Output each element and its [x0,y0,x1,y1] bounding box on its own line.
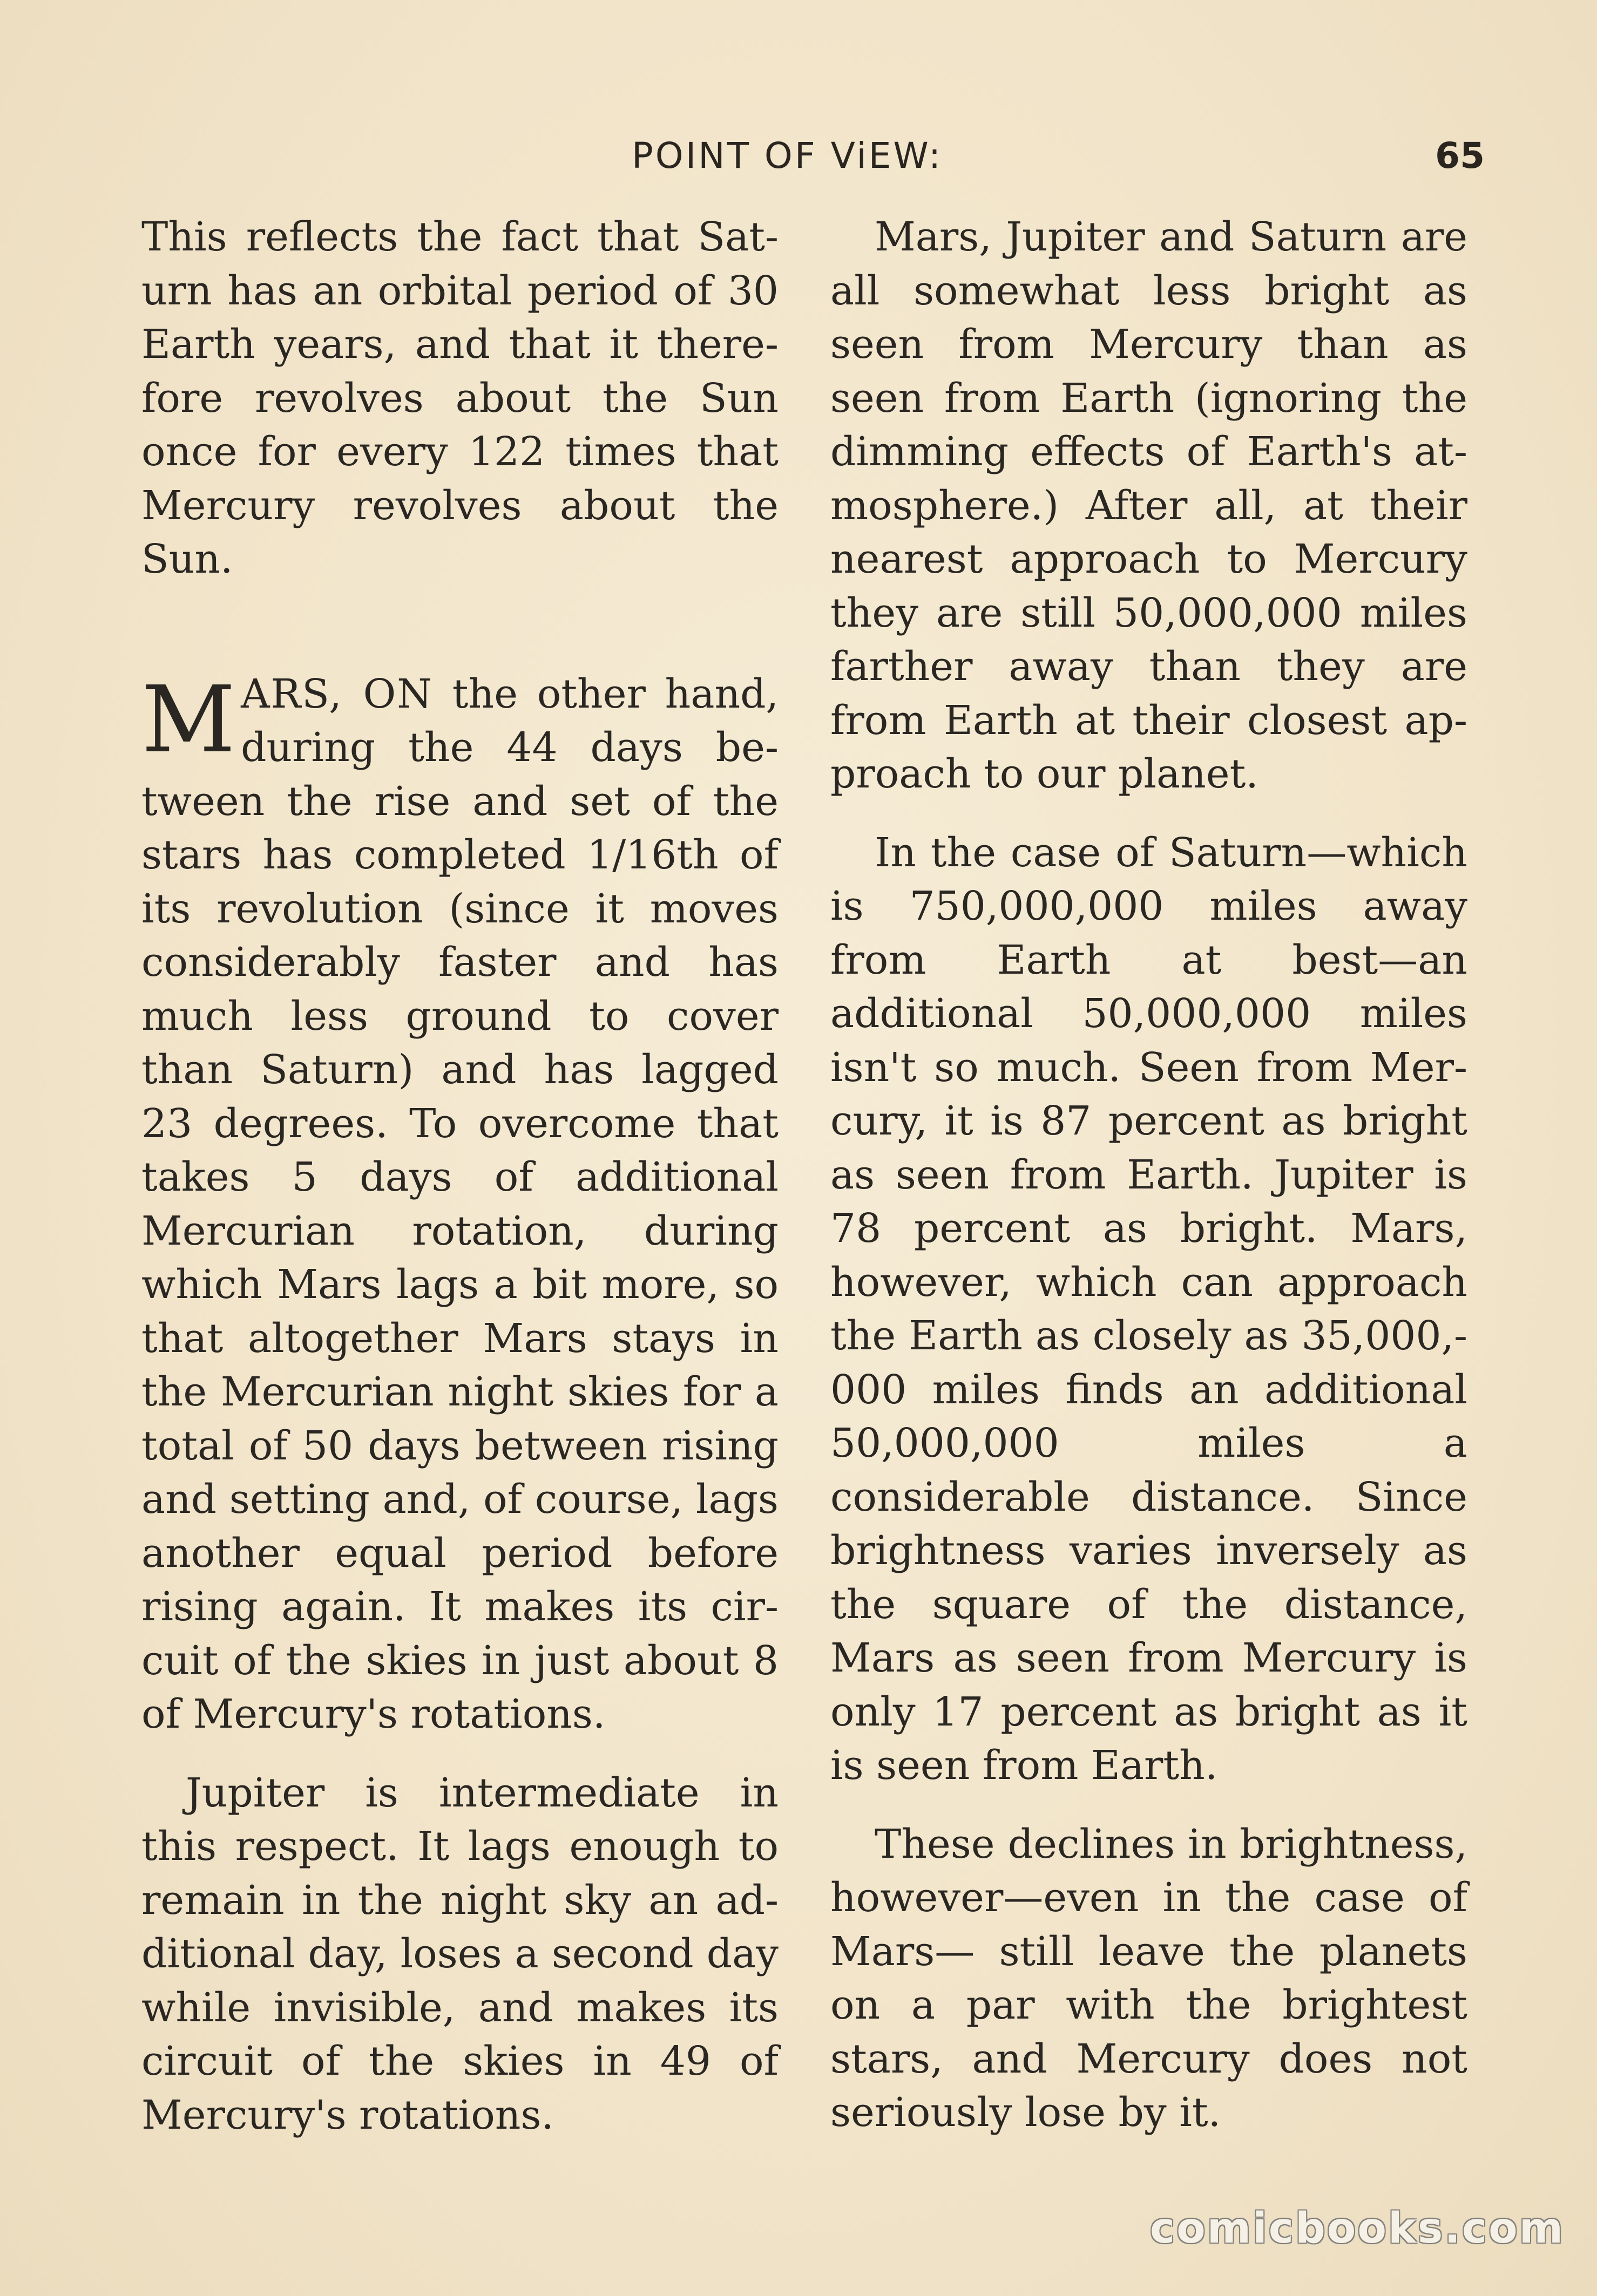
paragraph-jupiter: Jupiter is intermediate in this respect. It lags enough to remain in the night sky an additional day, loses a second day while invisible, and makes its circuit of the skies in 49 of Mercury's rotations. [141,1769,779,2138]
page-header [615,135,1485,194]
right-column [830,210,1467,2165]
paragraph-mars [141,668,779,1742]
drop-cap-lead: ARS, ON [241,670,434,717]
page-number: 65 [1435,135,1485,176]
drop-cap: M [141,666,236,773]
watermark: comicbooks.com [1149,2204,1565,2253]
left-column [141,210,779,2167]
paragraph-saturn-case: In the case of Saturn—which is 750,000,000 miles away from Earth at best—an additional 50,000,000 miles isn't so much. Seen from Mercury, it is 87 percent as bright as seen from Earth. Jupiter is 78 percent as bright. Mars, however, which can approach the Earth as closely as 35,000,000 miles finds an additional 50,000,000 miles a considerable distance. Since brightness varies inversely as the square of the distance, Mars as seen from Mercury is only 17 percent as bright as it is seen from Earth. [830,829,1467,1789]
paragraph-mars-text: the other hand, during the 44 days between the rise and set of the stars has completed 1/16th of its revolution (since it moves considerably faster and has much less ground to cover than Saturn) and has lagged 23 degrees. To overcome that takes 5 days of additional Mercurian rotation, during which Mars lags a bit more, so that altogether Mars stays in the Mercurian night skies for a total of 50 days between rising and setting and, of course, lags another equal period before rising again. It makes its circuit of the skies in just about 8 of Mercury's rotations. [141,670,779,1737]
paragraph-saturn-period: This reflects the fact that Saturn has an orbital period of 30 Earth years, and that it therefore revolves about the Sun once for every 122 times that Mercury revolves about the Sun. [141,214,779,582]
paragraph-declines: These declines in brightness, however—even in the case of Mars— still leave the planets on a par with the brightest stars, and Mercury does not seriously lose by it. [830,1821,1467,2136]
running-head: POINT OF ViEW: [632,135,943,176]
paragraph-brightness: Mars, Jupiter and Saturn are all somewhat less bright as seen from Mercury than as seen from Earth (ignoring the dimming effects of Earth's atmosphere.) After all, at their nearest approach to Mercury they are still 50,000,000 miles farther away than they are from Earth at their closest approach to our planet. [830,214,1467,797]
